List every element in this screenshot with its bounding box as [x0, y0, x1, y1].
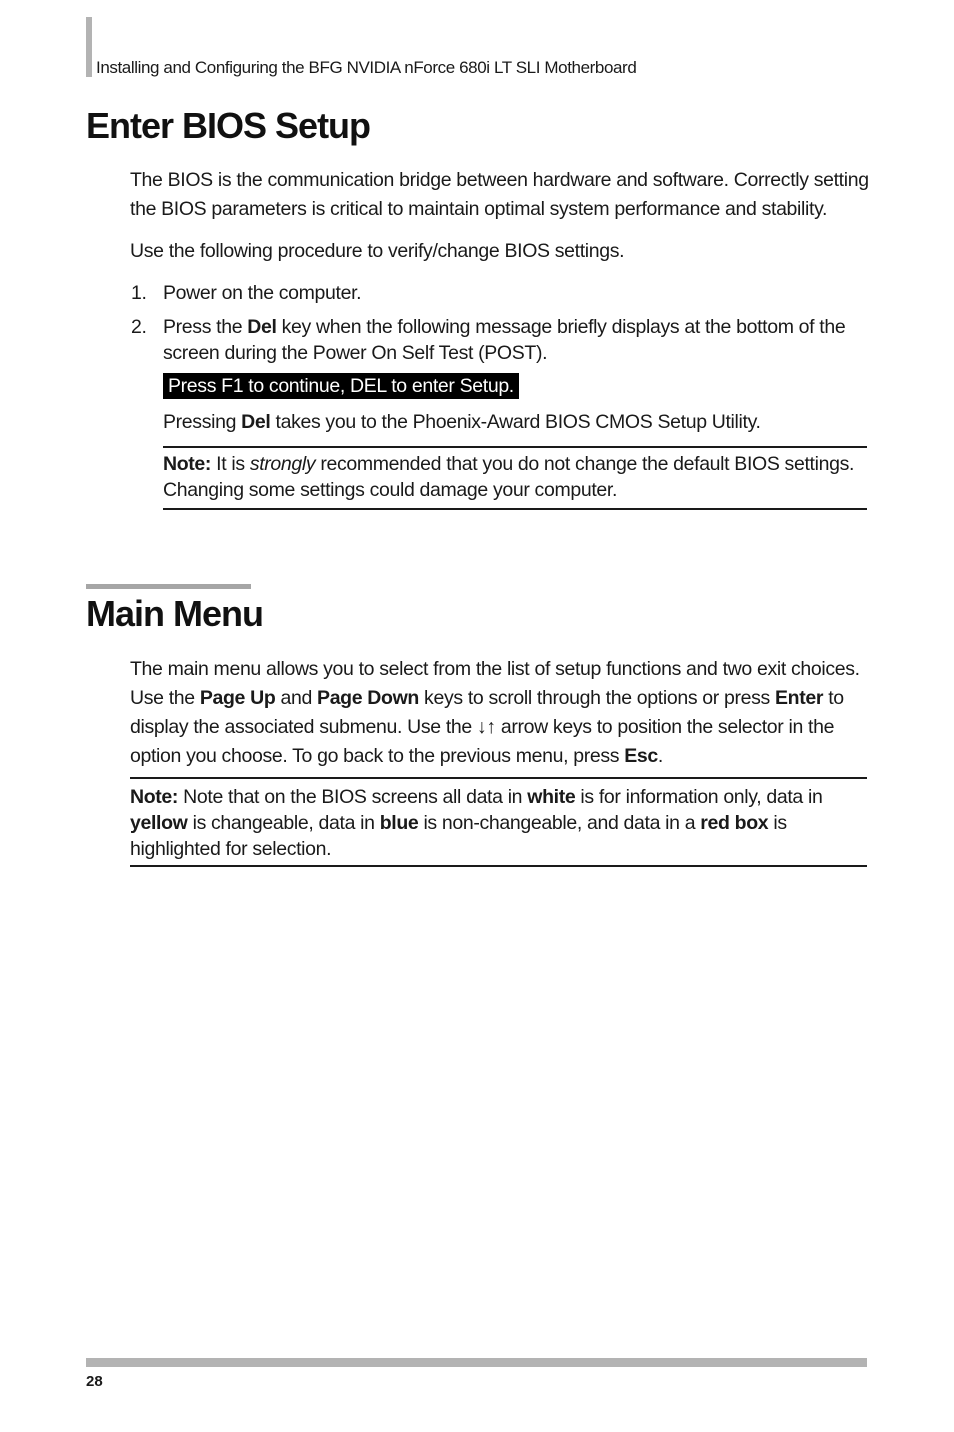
note-label: Note: [130, 786, 179, 808]
step-text: Press the Del key when the following message briefly displays at the bottom of the screen during the Power On Self Test (POST). [163, 316, 846, 364]
note-bios-colors: Note: Note that on the BIOS screens all data in white is for information only, data in yellow is changeable, data in blue is non-changeable, and data in a red box is highlighted for selection. [130, 777, 867, 867]
section-rule [86, 584, 251, 589]
key-page-down: Page Down [317, 687, 419, 709]
note-default-bios: Note: It is strongly recommended that you do not change the default BIOS settings. Changing some settings could damage your computer. [163, 446, 867, 510]
main-menu-paragraph: The main menu allows you to select from the list of setup functions and two exit choices. Use the Page Up and Page Down keys to scroll through the options or press Enter to display the associated submenu. Use the ↓↑ arrow keys to position the selector in the option you choose. To go back to the previous menu, press Esc. [130, 658, 860, 767]
key-enter: Enter [775, 687, 824, 709]
emphasis: strongly [249, 453, 316, 475]
color-blue: blue [379, 812, 419, 834]
key-page-up: Page Up [199, 687, 276, 709]
step-number: 2. [131, 316, 147, 338]
step-text: Power on the computer. [163, 282, 362, 304]
footer-bar [86, 1358, 867, 1367]
note-label: Note: [163, 453, 212, 475]
section-title-enter-bios-setup: Enter BIOS Setup [86, 105, 371, 146]
color-white: white [527, 786, 576, 808]
page-number: 28 [86, 1373, 103, 1390]
post-message: Press F1 to continue, DEL to enter Setup. [163, 373, 519, 399]
color-red-box: red box [700, 812, 769, 834]
step-number: 1. [131, 282, 147, 304]
bios-intro-paragraph: The BIOS is the communication bridge between hardware and software. Correctly setting the BIOS parameters is critical to maintain optimal system performance and stability. [130, 169, 869, 220]
key-del: Del [241, 411, 271, 433]
pressing-del-paragraph: Pressing Del takes you to the Phoenix-Award BIOS CMOS Setup Utility. [163, 411, 761, 433]
procedure-intro-paragraph: Use the following procedure to verify/change BIOS settings. [130, 240, 625, 262]
key-esc: Esc [624, 745, 658, 767]
key-del: Del [247, 316, 277, 338]
section-title-main-menu: Main Menu [86, 593, 263, 634]
header-accent-bar [86, 17, 92, 77]
arrow-keys-icon: ↓↑ [476, 716, 496, 738]
color-yellow: yellow [130, 812, 188, 834]
running-header: Installing and Configuring the BFG NVIDIA nForce 680i LT SLI Motherboard [96, 58, 637, 77]
